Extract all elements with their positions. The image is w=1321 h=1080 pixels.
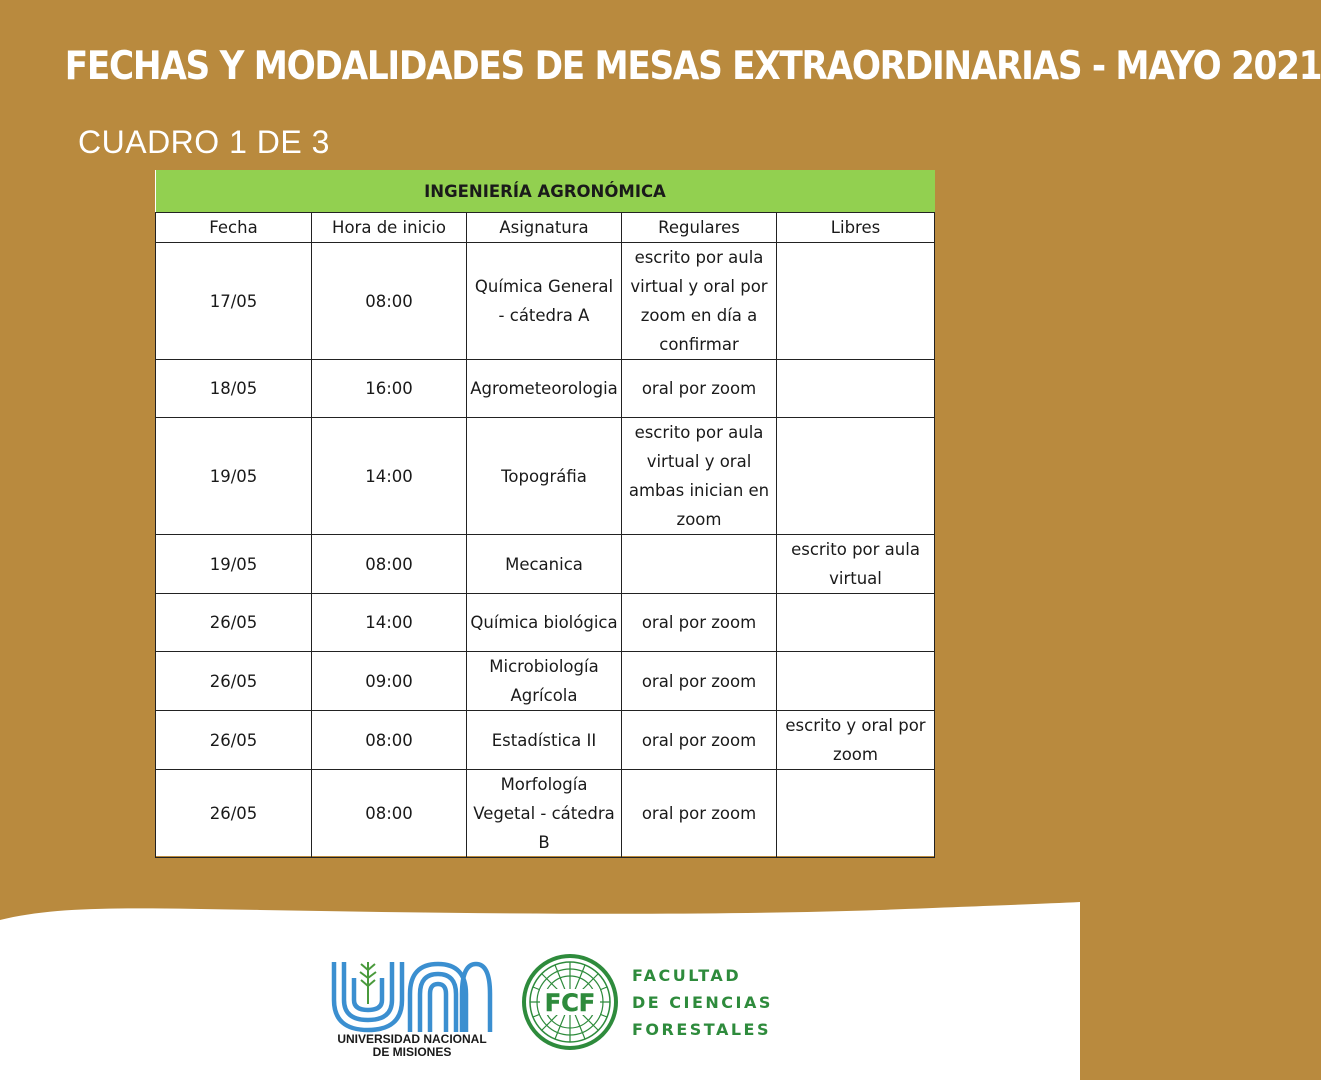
- cell-fecha: 19/05: [156, 535, 312, 594]
- cell-asignatura: Estadística II: [467, 711, 622, 770]
- table-row: [156, 535, 935, 594]
- cell-asignatura: Topográfia: [467, 418, 622, 535]
- cell-asignatura: Agrometeorologia: [467, 360, 622, 418]
- cell-hora: 08:00: [312, 535, 467, 594]
- table-row: [156, 243, 935, 360]
- fcf-name-line1: FACULTAD: [632, 966, 742, 985]
- cell-hora: 08:00: [312, 711, 467, 770]
- cell-fecha: 17/05: [156, 243, 312, 360]
- cell-libres: [777, 418, 935, 535]
- cell-libres: [777, 770, 935, 858]
- cell-libres: escrito y oral por zoom: [777, 711, 935, 770]
- cell-regulares: escrito por aula virtual y oral por zoom en día a confirmar: [622, 243, 777, 360]
- cell-regulares: [622, 535, 777, 594]
- cell-asignatura: Química General - cátedra A: [467, 243, 622, 360]
- cell-regulares: oral por zoom: [622, 360, 777, 418]
- unam-name-line2: DE MISIONES: [372, 1045, 452, 1059]
- footer-logos: [0, 940, 1080, 1080]
- cell-fecha: 26/05: [156, 770, 312, 858]
- column-header-fecha: Fecha: [156, 213, 312, 243]
- table-row: [156, 711, 935, 770]
- cell-libres: [777, 360, 935, 418]
- page-subtitle: CUADRO 1 DE 3: [78, 124, 330, 160]
- cell-hora: 16:00: [312, 360, 467, 418]
- cell-libres: [777, 594, 935, 652]
- fcf-seal-icon: [520, 952, 620, 1052]
- cell-fecha: 18/05: [156, 360, 312, 418]
- column-header-libres: Libres: [777, 213, 935, 243]
- cell-hora: 14:00: [312, 418, 467, 535]
- cell-regulares: escrito por aula virtual y oral ambas inician en zoom: [622, 418, 777, 535]
- cell-hora: 08:00: [312, 243, 467, 360]
- cell-asignatura: Morfología Vegetal - cátedra B: [467, 770, 622, 858]
- cell-libres: [777, 652, 935, 711]
- cell-regulares: oral por zoom: [622, 652, 777, 711]
- cell-asignatura: Mecanica: [467, 535, 622, 594]
- table-row: [156, 652, 935, 711]
- cell-regulares: oral por zoom: [622, 594, 777, 652]
- table-caption: INGENIERÍA AGRONÓMICA: [156, 170, 935, 213]
- column-header-hora: Hora de inicio: [312, 213, 467, 243]
- table-row: [156, 360, 935, 418]
- unam-name-line1: UNIVERSIDAD NACIONAL: [337, 1032, 487, 1046]
- table-row: [156, 594, 935, 652]
- page-title: FECHAS Y MODALIDADES DE MESAS EXTRAORDINARIAS - MAYO 2021: [64, 44, 1321, 89]
- cell-hora: 09:00: [312, 652, 467, 711]
- column-header-asignatura: Asignatura: [467, 213, 622, 243]
- cell-fecha: 26/05: [156, 711, 312, 770]
- cell-regulares: oral por zoom: [622, 711, 777, 770]
- table-row: [156, 418, 935, 535]
- table-header-row: [156, 213, 935, 243]
- cell-regulares: oral por zoom: [622, 770, 777, 858]
- unam-logo-label: [322, 1033, 502, 1059]
- cell-hora: 14:00: [312, 594, 467, 652]
- table-row: [156, 770, 935, 858]
- fcf-emblem-text: FCF: [544, 989, 596, 1017]
- column-header-regulares: Regulares: [622, 213, 777, 243]
- fcf-name-line2: DE CIENCIAS: [632, 993, 773, 1012]
- cell-libres: [777, 243, 935, 360]
- fcf-name-line3: FORESTALES: [632, 1020, 772, 1039]
- cell-hora: 08:00: [312, 770, 467, 858]
- schedule-sheet: [155, 170, 934, 856]
- table-caption-row: [156, 170, 935, 213]
- cell-libres: escrito por aula virtual: [777, 535, 935, 594]
- cell-fecha: 26/05: [156, 594, 312, 652]
- cell-asignatura: Química biológica: [467, 594, 622, 652]
- cell-asignatura: Microbiología Agrícola: [467, 652, 622, 711]
- fcf-logo-label: [632, 962, 773, 1043]
- schedule-table: [155, 170, 935, 858]
- unam-logo-icon: [330, 958, 495, 1038]
- cell-fecha: 26/05: [156, 652, 312, 711]
- cell-fecha: 19/05: [156, 418, 312, 535]
